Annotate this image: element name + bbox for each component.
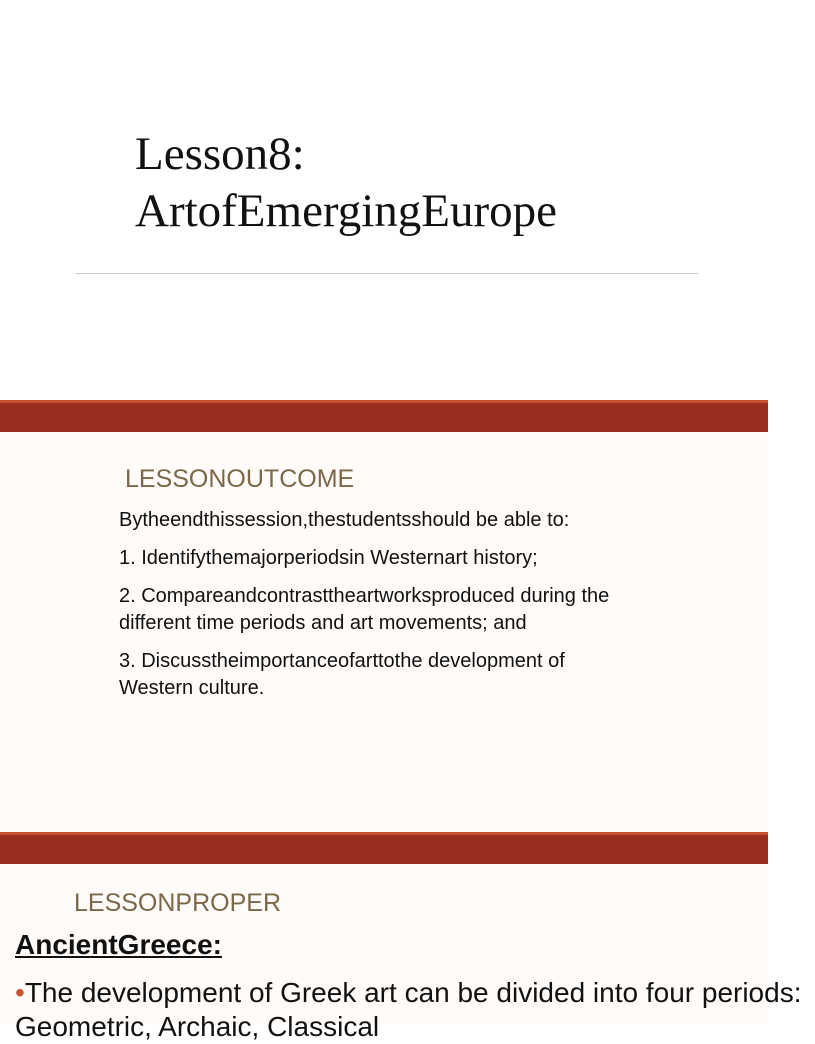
lesson-proper-heading: LESSONPROPER [74, 889, 282, 917]
lesson-title-line2: ArtofEmergingEurope [135, 185, 558, 237]
title-slide [0, 0, 768, 400]
lesson-proper-slide [0, 864, 802, 1042]
title-divider [76, 273, 698, 274]
slide-header-bar [0, 832, 768, 864]
lesson-title-line1: Lesson8: [135, 128, 305, 180]
lesson-outcome-heading: LESSONOUTCOME [125, 465, 355, 493]
lesson-outcome-slide [0, 432, 768, 832]
bullet-item [15, 976, 815, 1044]
bullet-text: The development of Greek art can be divided into four periods: Geometric, Archaic, Classical [15, 977, 802, 1042]
outcome-intro: Bytheendthissession,thestudentsshould be able to: [119, 509, 570, 531]
outcome-item-2: 2. Compareandcontrasttheartworksproduced during the different time periods and art movements; and [119, 585, 610, 634]
slide-header-bar [0, 400, 768, 432]
outcome-item-3: 3. Discusstheimportanceofarttothe development of Western culture. [119, 650, 565, 699]
bullet-icon: • [15, 977, 25, 1008]
outcome-body [119, 507, 639, 713]
lesson-title [135, 126, 557, 240]
outcome-item-1: 1. Identifythemajorperiodsin Westernart history; [119, 547, 538, 569]
ancient-greece-heading: AncientGreece: [15, 929, 222, 960]
